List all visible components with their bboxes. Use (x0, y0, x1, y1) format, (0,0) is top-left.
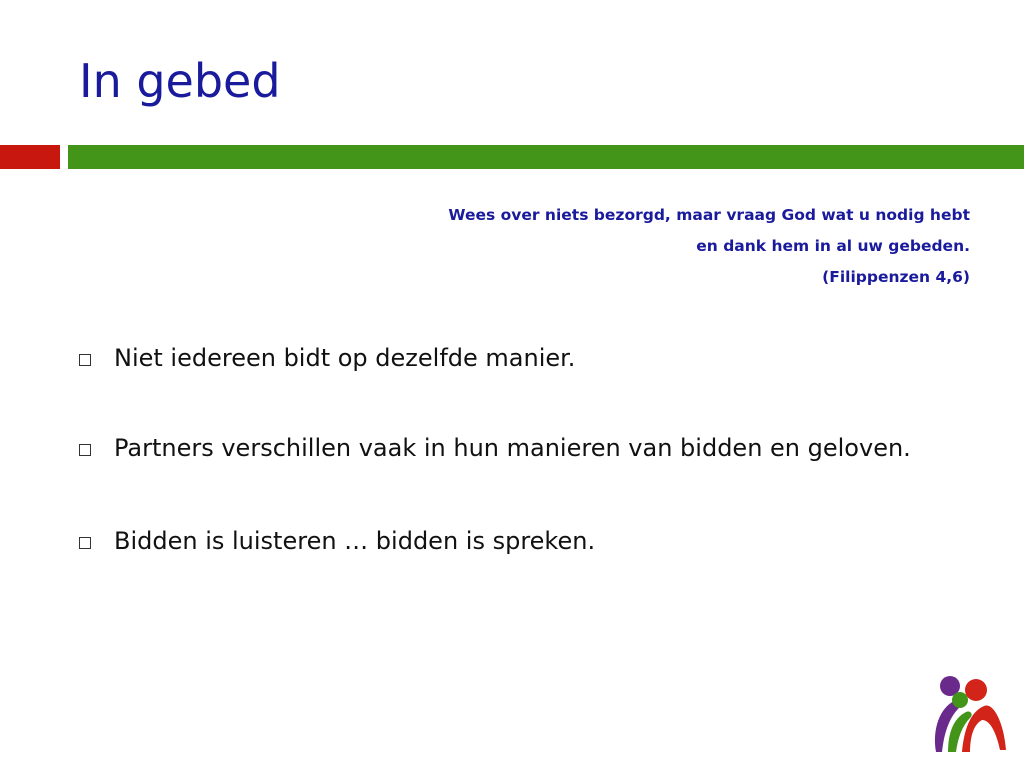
header-bar-green (68, 145, 1024, 169)
square-bullet-icon (79, 444, 91, 456)
header-bar-red (0, 145, 60, 169)
bullet-item (79, 428, 919, 468)
bullet-item (79, 338, 919, 378)
square-bullet-icon (79, 537, 91, 549)
bullet-text: Bidden is luisteren … bidden is spreken. (114, 527, 596, 555)
quote-line-2: en dank hem in al uw gebeden. (696, 237, 970, 255)
people-figures-logo-icon (922, 674, 1010, 754)
bullet-item (79, 521, 919, 561)
quote-reference: (Filippenzen 4,6) (822, 268, 970, 286)
slide-title: In gebed (79, 54, 281, 108)
square-bullet-icon (79, 354, 91, 366)
bullet-text: Partners verschillen vaak in hun manieren van bidden en geloven. (114, 434, 911, 462)
bullet-text: Niet iedereen bidt op dezelfde manier. (114, 344, 576, 372)
bullet-list (79, 338, 919, 561)
bible-quote (448, 200, 970, 293)
quote-line-1: Wees over niets bezorgd, maar vraag God wat u nodig hebt (448, 206, 970, 224)
